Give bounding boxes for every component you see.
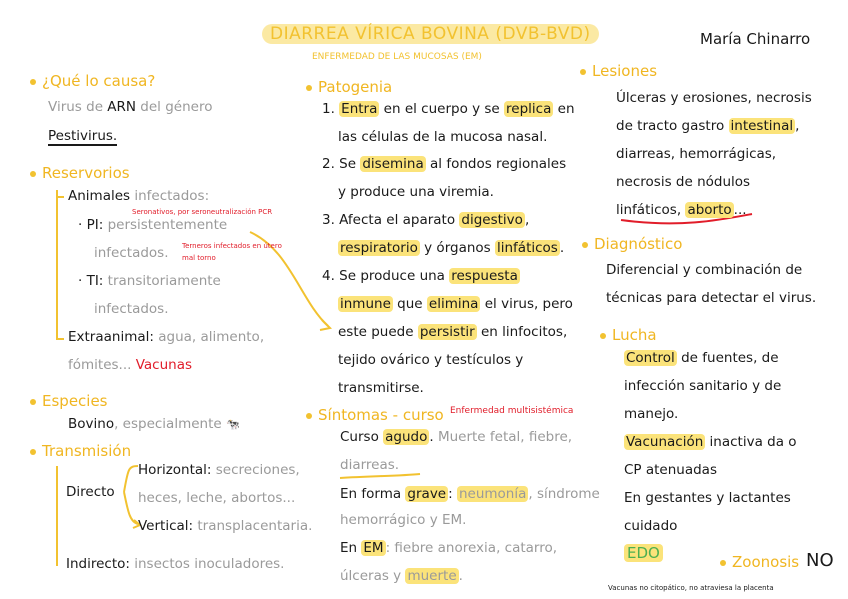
lesiones-1: Úlceras y erosiones, necrosis <box>616 90 812 106</box>
patogenia-4: 4. Se produce una respuesta <box>322 268 518 284</box>
zoonosis-value: NO <box>806 550 834 571</box>
transmision-horizontal-2: heces, leche, abortos... <box>138 490 296 506</box>
causa-line-1: Virus de ARN del género <box>48 99 213 115</box>
section-especies-heading: Especies <box>30 392 108 410</box>
edo-badge: EDO <box>624 543 663 562</box>
patogenia-3b: respiratorio y órganos linfáticos . <box>340 240 565 256</box>
lesiones-4: necrosis de nódulos <box>616 174 751 190</box>
page-subtitle: ENFERMEDAD DE LAS MUCOSAS (EM) <box>312 52 482 62</box>
lucha-gestantes-2: cuidado <box>624 518 678 534</box>
pi-note: Seronativos, por seroneutralización PCR <box>132 208 273 216</box>
sintomas-1b: diarreas. <box>340 457 400 473</box>
patogenia-4b: inmune que elimina el virus, pero <box>340 296 573 312</box>
reservorios-pi: · PI: persistentemente <box>78 217 228 233</box>
lucha-control-2: infección sanitario y de <box>624 378 782 394</box>
reservorios-ti: · TI: transitoriamente <box>78 273 221 289</box>
causa-line-2: Pestivirus. <box>48 128 118 144</box>
sintomas-3: En EM : fiebre anorexia, catarro, <box>340 540 558 556</box>
transmision-directo: Directo <box>66 484 115 500</box>
bullet-icon <box>306 85 312 91</box>
patogenia-3: 3. Afecta el aparato digestivo , <box>322 212 530 228</box>
patogenia-4d: tejido ovárico y testículos y <box>338 352 524 368</box>
patogenia-2b: y produce una viremia. <box>338 184 494 200</box>
especies-text: Bovino, especialmente 🐄 <box>68 416 240 432</box>
ternero-note-2: mal torno <box>182 254 216 262</box>
bullet-icon <box>30 399 36 405</box>
patogenia-2: 2. Se disemina al fondos regionales <box>322 156 567 172</box>
bullet-icon <box>306 413 312 419</box>
section-reservorios-heading: Reservorios <box>30 164 130 182</box>
section-sintomas-heading: Síntomas - curso <box>306 406 444 424</box>
lucha-gestantes: En gestantes y lactantes <box>624 490 791 506</box>
lucha-control-3: manejo. <box>624 406 679 422</box>
reservorios-ti-2: infectados. <box>94 301 169 317</box>
bullet-icon <box>580 69 586 75</box>
patogenia-4c: este puede persistir en linfocitos, <box>338 324 568 340</box>
diagnostico-2: técnicas para detectar el virus. <box>606 290 817 306</box>
bullet-icon <box>600 333 606 339</box>
section-causa-heading: ¿Qué lo causa? <box>30 72 155 90</box>
bullet-icon <box>30 79 36 85</box>
transmision-vertical: Vertical: transplacentaria. <box>138 518 313 534</box>
bullet-icon <box>30 171 36 177</box>
lesiones-3: diarreas, hemorrágicas, <box>616 146 777 162</box>
transmision-indirecto: Indirecto: insectos inoculadores. <box>66 556 285 572</box>
sintomas-3b: úlceras y muerte . <box>340 568 463 584</box>
section-transmision-heading: Transmisión <box>30 442 131 460</box>
bullet-icon <box>582 242 588 248</box>
page-title: DIARREA VÍRICA BOVINA (DVB-BVD) <box>262 24 599 44</box>
reservorios-extra: Extraanimal: agua, alimento, <box>68 329 265 345</box>
bracket-tick <box>56 196 64 198</box>
lucha-control: Control de fuentes, de <box>626 350 779 366</box>
section-lucha-heading: Lucha <box>600 326 657 344</box>
sintomas-1: Curso agudo . Muerte fetal, fiebre, <box>340 429 573 445</box>
lucha-vacunacion-2: CP atenuadas <box>624 462 717 478</box>
lesiones-5: linfáticos, aborto ... <box>616 202 747 218</box>
patogenia-4e: transmitirse. <box>338 380 424 396</box>
bracket-line <box>56 466 58 566</box>
reservorios-pi-2: infectados. <box>94 245 169 261</box>
bracket-line <box>56 190 58 340</box>
sheep-icon: 🐄 <box>225 418 240 431</box>
section-zoonosis-heading: Zoonosis <box>720 553 799 571</box>
bullet-icon <box>720 560 726 566</box>
reservorios-animales: Animales infectados: <box>68 188 210 204</box>
bracket-tick <box>56 338 64 340</box>
patogenia-1b: las células de la mucosa nasal. <box>338 129 548 145</box>
reservorios-extra-2: fómites... Vacunas <box>68 357 193 373</box>
patogenia-1: 1. Entra en el cuerpo y se replica en <box>322 101 575 117</box>
lucha-vacunacion: Vacunación inactiva da o <box>626 434 797 450</box>
transmision-horizontal: Horizontal: secreciones, <box>138 462 300 478</box>
section-patogenia-heading: Patogenia <box>306 78 392 96</box>
ternero-note: Terneros infectados en útero <box>182 242 282 250</box>
diagnostico-1: Diferencial y combinación de <box>606 262 803 278</box>
sintomas-note: Enfermedad multisistémica <box>450 406 574 416</box>
footer-note: Vacunas no citopático, no atraviesa la placenta <box>608 584 774 592</box>
author-name: María Chinarro <box>700 30 811 48</box>
section-diagnostico-heading: Diagnóstico <box>582 235 682 253</box>
lesiones-2: de tracto gastro intestinal , <box>616 118 800 134</box>
section-lesiones-heading: Lesiones <box>580 62 657 80</box>
sintomas-2b: hemorrágico y EM. <box>340 512 467 528</box>
sintomas-2: En forma grave : neumonía , síndrome <box>340 486 600 502</box>
bullet-icon <box>30 449 36 455</box>
